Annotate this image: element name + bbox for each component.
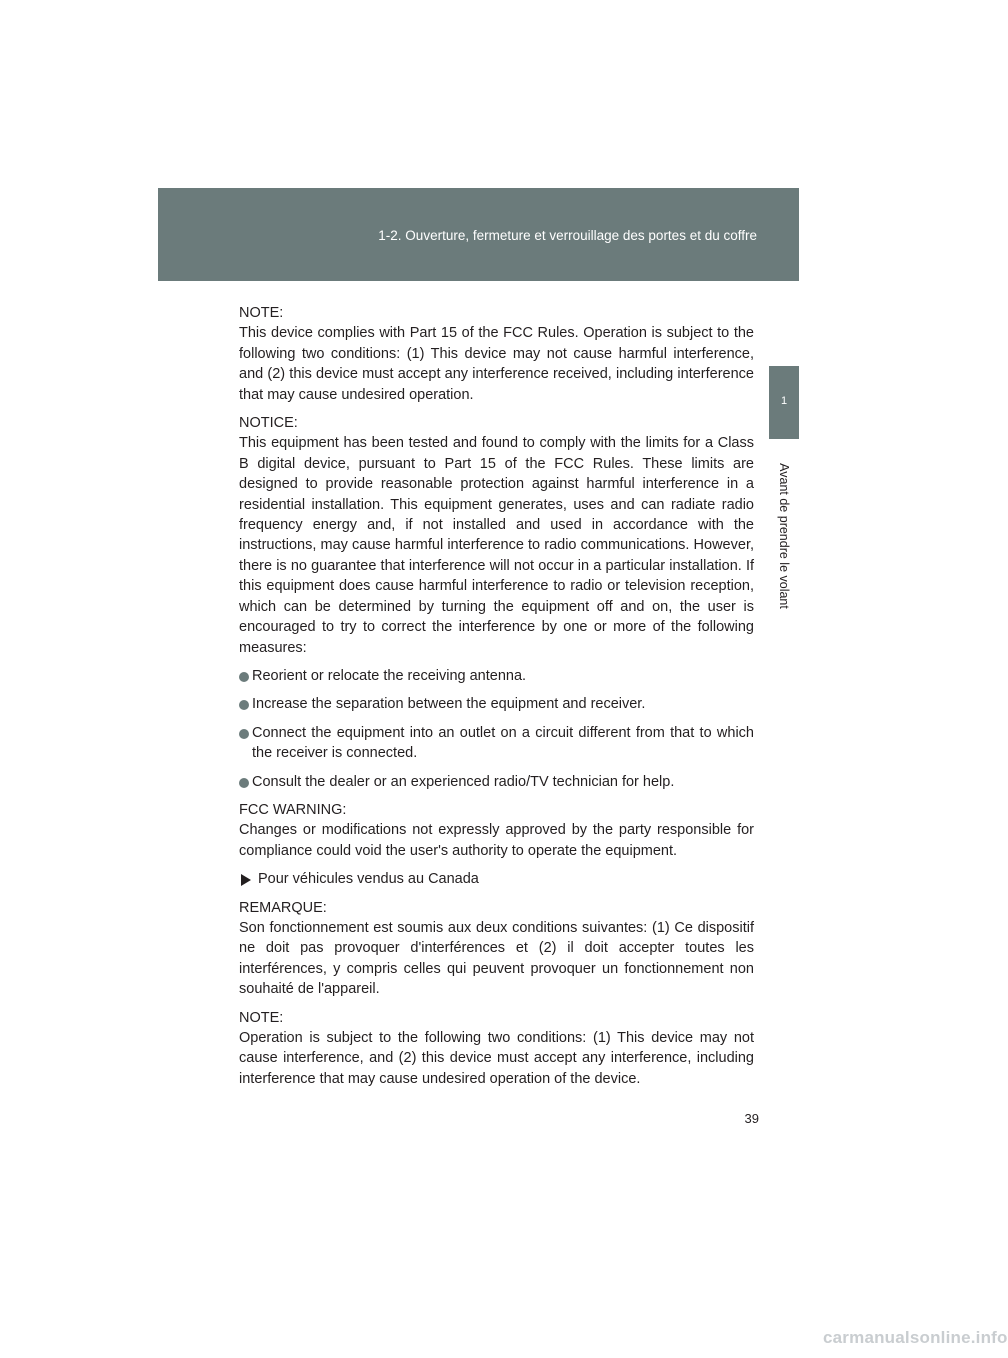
remarque-label: REMARQUE: bbox=[239, 899, 327, 916]
bullet-dot-icon bbox=[239, 672, 249, 682]
chapter-label: Avant de prendre le volant bbox=[777, 463, 791, 609]
list-item-text: Consult the dealer or an experienced radio/TV technician for help. bbox=[252, 773, 675, 790]
section-title: 1-2. Ouverture, fermeture et verrouillage des portes et du coffre bbox=[378, 228, 757, 243]
list-item bbox=[239, 694, 754, 714]
canada-subheading-text: Pour véhicules vendus au Canada bbox=[258, 871, 479, 888]
notice-body: This equipment has been tested and found to comply with the limits for a Class B digital device, pursuant to Part 15 of the FCC Rules. These limits are designed to provide reasonable protection against harmful interference in a residential installation. This equipment generates, uses and can radiate radio frequency energy and, if not installed and used in accordance with the instructions, may cause harmful interference to radio communications. However, there is no guarantee that interference will not occur in a particular installation. If this equipment does cause harmful interference to radio or television reception, which can be determined by turning the equipment off and on, the user is encouraged to try to correct the interference by one or more of the following measures: bbox=[239, 435, 754, 656]
note-body: This device complies with Part 15 of the FCC Rules. Operation is subject to the following two conditions: (1) This device may not cause harmful interference, and (2) this device must accept any interference received, including interference that may cause undesired operation. bbox=[239, 325, 754, 403]
list-item-text: Increase the separation between the equipment and receiver. bbox=[252, 696, 646, 713]
list-item-text: Connect the equipment into an outlet on a circuit different from that to which the receiver is connected. bbox=[252, 724, 754, 762]
page-number: 39 bbox=[744, 1111, 759, 1126]
chapter-tab bbox=[769, 366, 799, 439]
notice-paragraph bbox=[239, 413, 754, 658]
main-content bbox=[239, 303, 754, 1097]
list-item bbox=[239, 666, 754, 686]
remarque-body: Son fonctionnement est soumis aux deux conditions suivantes: (1) Ce dispositif ne doit pas provoquer d'interférences et (2) il doit accepter toutes les interférences, y compris celles qui peuvent provoquer un fonctionnement non souhaité de l'appareil. bbox=[239, 919, 754, 998]
note-fcc-paragraph bbox=[239, 303, 754, 405]
warning-body: Changes or modifications not expressly approved by the party responsible for compliance could void the user's authority to operate the equipment. bbox=[239, 822, 754, 859]
chapter-number: 1 bbox=[780, 395, 788, 407]
bullet-dot-icon bbox=[239, 778, 249, 788]
canada-subheading bbox=[241, 869, 754, 889]
list-item bbox=[239, 723, 754, 764]
note-body: Operation is subject to the following two conditions: (1) This device may not cause interference, and (2) this device must accept any interference, including interference that may cause undesired operation of the device. bbox=[239, 1030, 754, 1087]
triangle-right-icon bbox=[241, 874, 251, 886]
note-label: NOTE: bbox=[239, 305, 284, 321]
bullet-dot-icon bbox=[239, 729, 249, 739]
fcc-warning-paragraph bbox=[239, 800, 754, 861]
watermark-logo: carmanualsonline.info bbox=[823, 1328, 1008, 1347]
warning-label: FCC WARNING: bbox=[239, 801, 347, 818]
notice-label: NOTICE: bbox=[239, 415, 298, 432]
list-item bbox=[239, 772, 754, 792]
note-ic-paragraph bbox=[239, 1008, 754, 1090]
note-label: NOTE: bbox=[239, 1009, 284, 1026]
list-item-text: Reorient or relocate the receiving antenna. bbox=[252, 667, 527, 684]
remarque-paragraph bbox=[239, 898, 754, 1000]
section-header-band bbox=[158, 188, 799, 281]
bullet-dot-icon bbox=[239, 700, 249, 710]
